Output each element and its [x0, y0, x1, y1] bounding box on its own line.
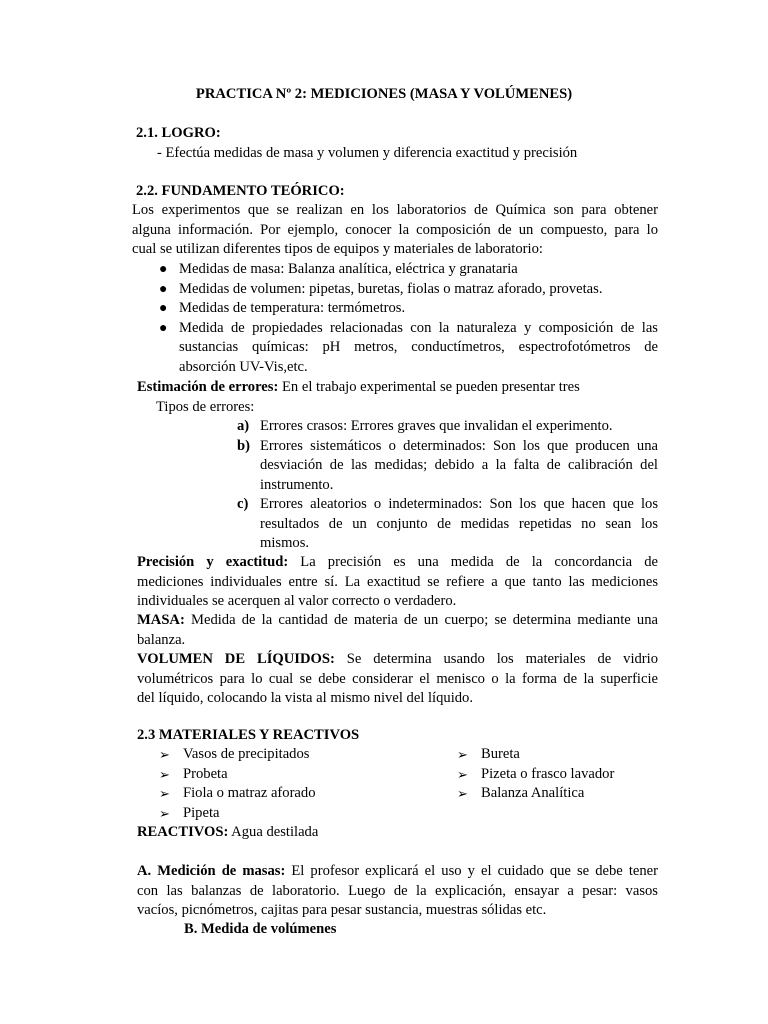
materiales-left-list	[159, 745, 316, 823]
errores-label: Estimación de errores:	[137, 379, 279, 395]
medicion-masas-label: A. Medición de masas:	[137, 863, 286, 879]
medicion-masas-paragraph: A. Medición de masas: El profesor explicará el uso y el cuidado que se debe tener con las balanzas de laboratorio. Luego de la explicación, ensayar a pesar: vasos vacíos, picnómetros, cajitas para pesar sustancia, muestras sólidas etc.	[137, 863, 658, 918]
masa-label: MASA:	[137, 612, 185, 628]
materiales-heading: 2.3 MATERIALES Y REACTIVOS	[137, 727, 360, 743]
bullet-icon: ●	[159, 320, 168, 336]
arrow-bullet-icon: ➢	[159, 786, 170, 801]
arrow-bullet-icon: ➢	[159, 747, 170, 762]
list-item: ➢ Balanza Analítica	[457, 784, 614, 804]
reactivos-text: Agua destilada	[228, 824, 319, 840]
errores-text: En el trabajo experimental se pueden presentar tres	[278, 379, 580, 395]
medida-volumenes-heading: B. Medida de volúmenes	[184, 921, 337, 937]
bullet-icon: ●	[159, 262, 168, 277]
list-item: ➢ Pipeta	[159, 804, 316, 824]
list-item: ● Medidas de masa: Balanza analítica, eléctrica y granataria	[179, 260, 658, 280]
list-item: ● Medida de propiedades relacionadas con la naturaleza y composición de las sustancias químicas: pH metros, conductímetros, espectrofotómetros de absorción UV-Vis,etc.	[159, 319, 658, 375]
error-item-c: c) Errores aleatorios o indeterminados: Son los que hacen que los resultados de un conjunto de medidas repetidas no sean los mismos.	[237, 496, 658, 551]
arrow-bullet-icon: ➢	[457, 747, 468, 762]
fundamento-heading: 2.2. FUNDAMENTO TEÓRICO:	[136, 183, 345, 199]
reactivos-line	[137, 823, 318, 843]
fundamento-intro	[132, 201, 658, 260]
list-item: ➢ Vasos de precipitados	[159, 745, 316, 765]
list-item: ➢ Bureta	[457, 745, 614, 765]
error-item-b: b) Errores sistemáticos o determinados: Son los que producen una desviación de las medidas; debido a la falta de calibración del instrumento.	[237, 437, 658, 493]
precision-label: Precisión y exactitud:	[137, 554, 289, 570]
arrow-bullet-icon: ➢	[159, 805, 170, 821]
list-item: ● Medidas de temperatura: termómetros.	[179, 299, 658, 319]
intro-line: cual se utilizan diferentes tipos de equipos y materiales de laboratorio:	[132, 241, 543, 257]
bullet-icon: ●	[159, 281, 168, 297]
volumen-paragraph: VOLUMEN DE LÍQUIDOS: Se determina usando los materiales de vidrio volumétricos para lo cual se debe considerar el menisco o la forma de la superficie del líquido, colocando la vista al mismo nivel del líquido.	[137, 651, 659, 706]
tipos-errores: Tipos de errores:	[156, 399, 255, 415]
equipment-bullet-list	[159, 260, 658, 377]
list-item: ➢ Probeta	[159, 765, 316, 785]
materiales-right-list	[457, 745, 614, 804]
arrow-bullet-icon: ➢	[457, 786, 468, 801]
precision-paragraph: Precisión y exactitud: La precisión es una medida de la concordancia de mediciones individuales entre sí. La exactitud se refiere a que tanto las mediciones individuales se acerquen al valor correcto o verdadero.	[137, 554, 659, 609]
logro-item: - Efectúa medidas de masa y volumen y diferencia exactitud y precisión	[157, 145, 578, 161]
list-item: ➢ Fiola o matraz aforado	[159, 784, 316, 804]
masa-paragraph: MASA: Medida de la cantidad de materia de un cuerpo; se determina mediante una balanza.	[137, 612, 658, 648]
bullet-icon: ●	[159, 301, 168, 316]
errores-paragraph	[137, 378, 580, 398]
page-title: PRACTICA Nº 2: MEDICIONES (MASA Y VOLÚMENES)	[195, 86, 573, 102]
error-list	[237, 417, 658, 554]
volumen-label: VOLUMEN DE LÍQUIDOS:	[137, 651, 335, 667]
arrow-bullet-icon: ➢	[159, 766, 170, 782]
arrow-bullet-icon: ➢	[457, 766, 468, 782]
error-item-a: a) Errores crasos: Errores graves que invalidan el experimento.	[237, 418, 613, 434]
intro-line: Los experimentos que se realizan en los laboratorios de Química son para obtener	[132, 202, 658, 218]
logro-heading: 2.1. LOGRO:	[136, 125, 221, 141]
intro-line: alguna información. Por ejemplo, conocer la composición de un compuesto, para lo	[132, 221, 658, 238]
list-item: ● Medidas de volumen: pipetas, buretas, fiolas o matraz aforado, provetas.	[179, 280, 658, 300]
list-item: ➢ Pizeta o frasco lavador	[457, 765, 614, 785]
reactivos-label: REACTIVOS:	[137, 824, 229, 840]
